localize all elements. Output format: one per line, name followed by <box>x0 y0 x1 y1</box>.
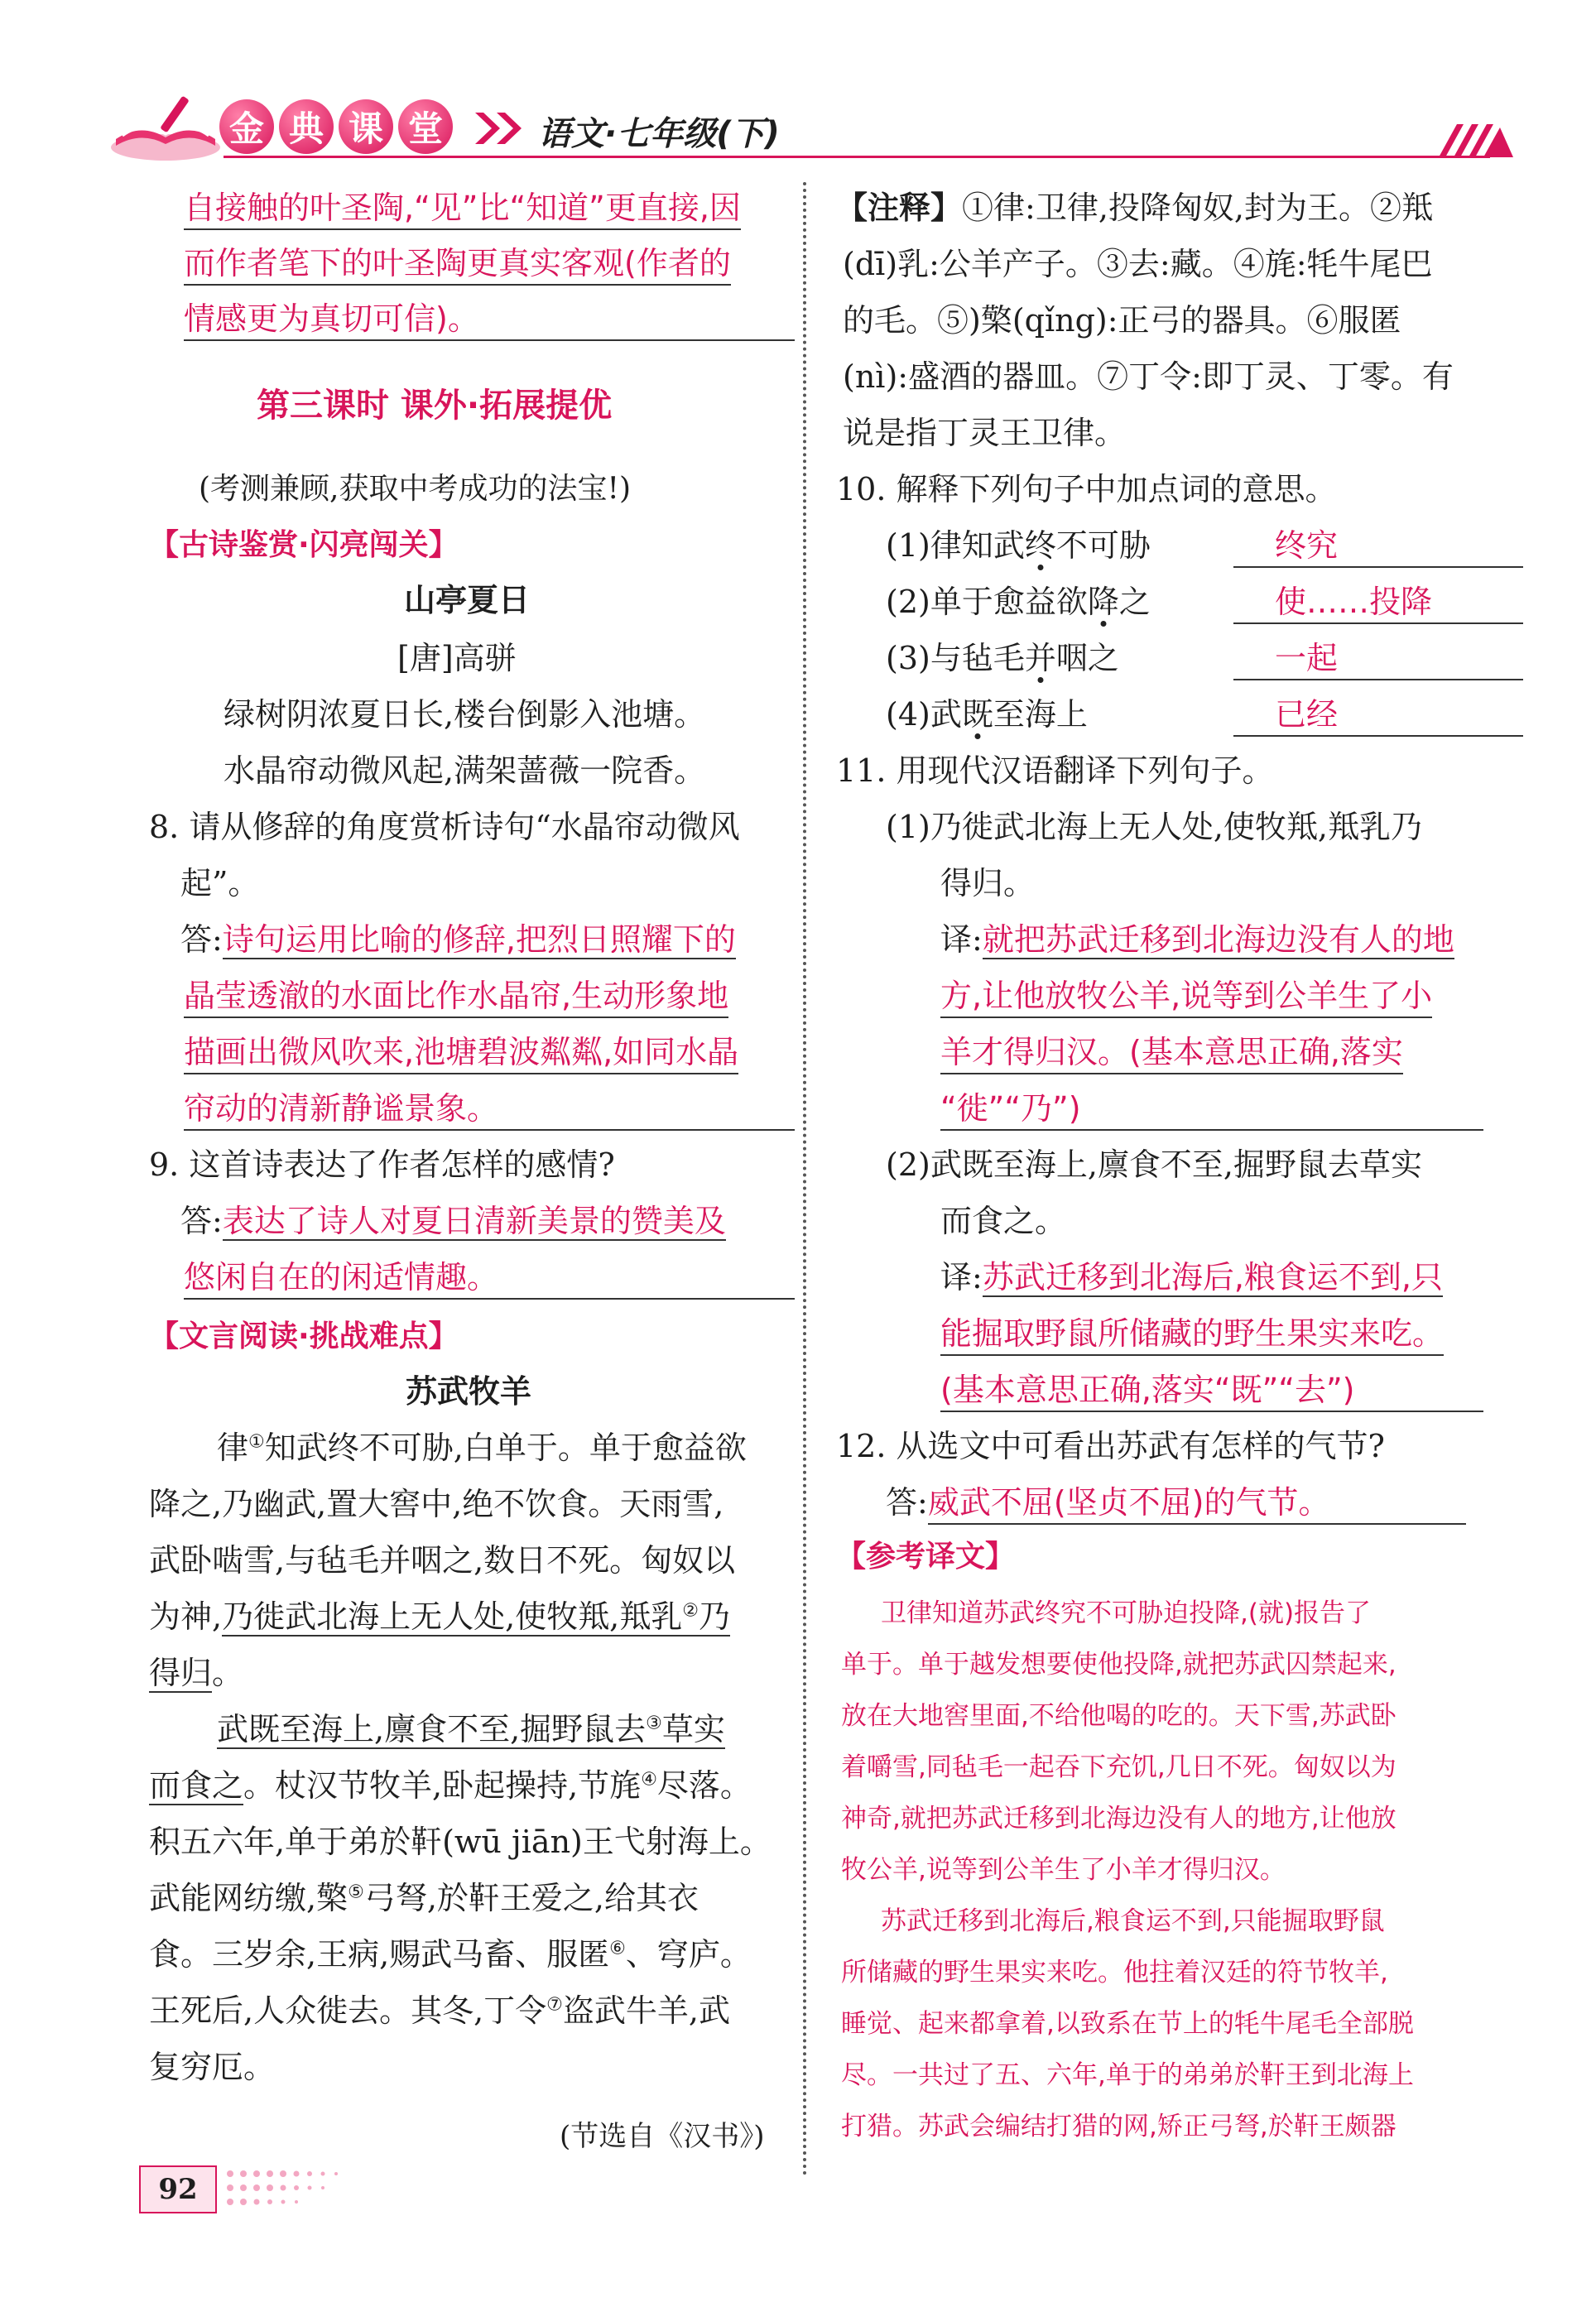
translation-11-2-line-1: 苏武迁移到北海后,粮食运不到,只 <box>982 1259 1443 1295</box>
answer-9 <box>180 1200 726 1242</box>
item-text: 至海上 <box>993 696 1088 733</box>
reference-line: 牧公羊,说等到公羊生了小羊才得归汉。 <box>841 1855 1286 1885</box>
answer-8 <box>180 919 736 960</box>
double-chevron-icon <box>472 109 530 147</box>
notes-line-1 <box>836 187 1433 228</box>
reference-line: 苏武迁移到北海后,粮食运不到,只能掘取野鼠 <box>881 1906 1385 1936</box>
question-11-1-line-1: (1)乃徙武北海上无人处,使牧羝,羝乳乃 <box>886 809 1422 845</box>
translation-11-2-line-3: (基本意思正确,落实“既”“去”) <box>940 1369 1483 1412</box>
poem-line-2: 水晶帘动微风起,满架蔷薇一院香。 <box>224 752 706 789</box>
poem-title: 山亭夏日 <box>404 581 531 618</box>
lesson-title: 第三课时 课外·拓展提优 <box>257 387 613 425</box>
carry-answer-line-1: 自接触的叶圣陶,“见”比“知道”更直接,因 <box>184 187 741 230</box>
answer-8-line-4: 帘动的清新静谧景象。 <box>184 1088 795 1131</box>
passage-line: 武卧啮雪,与毡毛并咽之,数日不死。匈奴以 <box>149 1542 736 1579</box>
item-text: (1)律知武 <box>886 527 1025 564</box>
answer-12 <box>886 1482 1466 1525</box>
passage-line: 为神,乃徙武北海上无人处,使牧羝,羝乳②乃 <box>149 1598 731 1635</box>
notes-label: 【注释】 <box>836 189 963 226</box>
item-text: 之 <box>1118 584 1151 620</box>
brand-char-3: 课 <box>339 99 393 154</box>
reference-line: 卫律知道苏武终究不可胁迫投降,(就)报告了 <box>881 1598 1372 1628</box>
passage-source: (节选自《汉书》) <box>560 2120 765 2153</box>
question-10-item-4 <box>886 694 1088 735</box>
passage-line: 武既至海上,廪食不至,掘野鼠去③草实 <box>217 1711 725 1747</box>
passage-line: 食。三岁余,王病,赐武马畜、服匿⑥、穹庐。 <box>149 1936 752 1973</box>
column-divider <box>803 182 806 2177</box>
answer-label: 答: <box>886 1484 928 1521</box>
question-11-1-line-2: 得归。 <box>940 865 1036 901</box>
passage-line: 律①知武终不可胁,白单于。单于愈益欲 <box>217 1430 747 1466</box>
passage-line: 降之,乃幽武,置大窖中,绝不饮食。天雨雪, <box>149 1486 724 1522</box>
answer-10-2: 使……投降 <box>1233 581 1523 624</box>
reference-line: 单于。单于越发想要使他投降,就把苏武囚禁起来, <box>841 1650 1396 1680</box>
brand-char-4: 堂 <box>398 99 453 154</box>
dotted-word: 并 <box>1024 640 1056 676</box>
item-text: 不可胁 <box>1055 527 1151 564</box>
translation-11-2 <box>940 1257 1443 1298</box>
answer-8-line-2: 晶莹透澈的水面比作水晶帘,生动形象地 <box>184 975 728 1018</box>
passage-line: 武能网纺缴,檠⑤弓弩,於靬王爱之,给其衣 <box>149 1880 699 1916</box>
dot-pattern-decoration <box>224 2165 472 2210</box>
page-number: 92 <box>158 2173 198 2206</box>
answer-10-3: 一起 <box>1233 637 1523 680</box>
question-10-item-1 <box>886 525 1151 566</box>
passage-line: 王死后,人众徙去。其冬,丁令⑦盗武牛羊,武 <box>149 1992 730 2029</box>
book-pen-logo-icon <box>108 89 224 164</box>
translation-11-1-line-4: “徙”“乃”) <box>940 1088 1483 1131</box>
item-text: 咽之 <box>1055 640 1119 676</box>
translation-11-1-line-1: 就把苏武迁移到北海边没有人的地 <box>982 921 1454 958</box>
poem-author: [唐]高骈 <box>397 640 517 676</box>
section-heading-poetry: 【古诗鉴赏·闪亮闯关】 <box>149 528 459 562</box>
header-rule <box>224 156 1490 158</box>
answer-label: 答: <box>180 1203 223 1239</box>
passage-line: 积五六年,单于弟於靬(wū jiān)王弋射海上。 <box>149 1824 772 1860</box>
notes-line-2: (dī)乳:公羊产子。③去:藏。④旄:牦牛尾巴 <box>843 246 1433 282</box>
page-number-box <box>139 2165 217 2213</box>
prose-title: 苏武牧羊 <box>406 1372 532 1410</box>
passage-line: 得归。 <box>149 1655 244 1691</box>
brand-title <box>219 99 453 154</box>
question-8-line-2: 起”。 <box>180 865 260 901</box>
question-9: 9. 这首诗表达了作者怎样的感情? <box>149 1146 615 1183</box>
notes-text: ①律:卫律,投降匈奴,封为王。②羝 <box>962 190 1433 226</box>
answer-8-line-3: 描画出微风吹来,池塘碧波粼粼,如同水晶 <box>184 1031 738 1074</box>
section-heading-classical: 【文言阅读·挑战难点】 <box>149 1319 459 1353</box>
answer-label: 答: <box>180 921 223 958</box>
carry-answer-line-3: 情感更为真切可信)。 <box>184 298 795 341</box>
translation-label: 译: <box>940 1259 983 1295</box>
header <box>108 83 1515 174</box>
reference-line: 神奇,就把苏武迁移到北海边没有人的地方,让他放 <box>841 1804 1396 1834</box>
question-8-line-1: 8. 请从修辞的角度赏析诗句“水晶帘动微风 <box>149 809 740 845</box>
reference-line: 睡觉、起来都拿着,以致系在节上的牦牛尾毛全部脱 <box>841 2009 1414 2039</box>
item-text: (3)与毡毛 <box>886 640 1025 676</box>
corner-stripes-icon <box>1432 116 1515 159</box>
subject-grade: 语文·七年级(下) <box>538 115 780 153</box>
question-10-item-2 <box>886 581 1151 622</box>
dotted-word: 终 <box>1024 527 1056 564</box>
question-11-2-line-1: (2)武既至海上,廪食不至,掘野鼠去草实 <box>886 1146 1422 1183</box>
brand-circles <box>219 99 453 154</box>
notes-line-3: 的毛。⑤)檠(qǐng):正弓的器具。⑥服匿 <box>843 302 1401 339</box>
brand-char-2: 典 <box>279 99 334 154</box>
poem-line-1: 绿树阴浓夏日长,楼台倒影入池塘。 <box>224 696 706 733</box>
answer-8-line-1: 诗句运用比喻的修辞,把烈日照耀下的 <box>222 921 736 958</box>
answer-9-line-1: 表达了诗人对夏日清新美景的赞美及 <box>222 1203 726 1239</box>
answer-10-1: 终究 <box>1233 525 1523 568</box>
reference-line: 尽。一共过了五、六年,单于的弟弟於靬王到北海上 <box>841 2060 1414 2090</box>
translation-11-1 <box>940 919 1454 960</box>
translation-11-2-line-2: 能掘取野鼠所储藏的野生果实来吃。 <box>940 1313 1444 1356</box>
question-10: 10. 解释下列句子中加点词的意思。 <box>836 471 1337 507</box>
item-text: (2)单于愈益欲 <box>886 584 1088 620</box>
section-motto: (考测兼顾,获取中考成功的法宝!) <box>199 472 632 506</box>
answer-9-line-2: 悠闲自在的闲适情趣。 <box>184 1257 795 1300</box>
reference-line: 着嚼雪,同毡毛一起吞下充饥,几日不死。匈奴以为 <box>841 1752 1396 1782</box>
dotted-word: 既 <box>961 696 993 733</box>
carry-answer-line-2: 而作者笔下的叶圣陶更真实客观(作者的 <box>184 243 731 286</box>
reference-line: 放在大地窖里面,不给他喝的吃的。天下雪,苏武卧 <box>841 1701 1396 1731</box>
passage-line: 复穷厄。 <box>149 2049 276 2085</box>
passage-line: 而食之。杖汉节牧羊,卧起操持,节旄④尽落。 <box>149 1767 752 1804</box>
notes-line-4: (nì):盛酒的器皿。⑦丁令:即丁灵、丁零。有 <box>843 358 1454 395</box>
item-text: (4)武 <box>886 696 962 733</box>
translation-11-1-line-3: 羊才得归汉。(基本意思正确,落实 <box>940 1031 1403 1074</box>
notes-line-5: 说是指丁灵王卫律。 <box>843 415 1127 451</box>
question-11-2-line-2: 而食之。 <box>940 1203 1067 1239</box>
translation-11-1-line-2: 方,让他放牧公羊,说等到公羊生了小 <box>940 975 1432 1018</box>
question-10-item-3 <box>886 637 1119 679</box>
section-heading-reference: 【参考译文】 <box>836 1540 1016 1574</box>
brand-char-1: 金 <box>219 99 274 154</box>
answer-12-text: 威武不屈(坚贞不屈)的气节。 <box>928 1482 1466 1525</box>
question-12: 12. 从选文中可看出苏武有怎样的气节? <box>836 1428 1385 1464</box>
answer-10-4: 已经 <box>1233 694 1523 737</box>
reference-line: 打猎。苏武会编结打猎的网,矫正弓弩,於靬王颇器 <box>841 2112 1396 2141</box>
reference-line: 所储藏的野生果实来吃。他拄着汉廷的符节牧羊, <box>841 1958 1388 1987</box>
dotted-word: 降 <box>1087 584 1119 620</box>
translation-label: 译: <box>940 921 983 958</box>
question-11: 11. 用现代汉语翻译下列句子。 <box>836 752 1274 789</box>
